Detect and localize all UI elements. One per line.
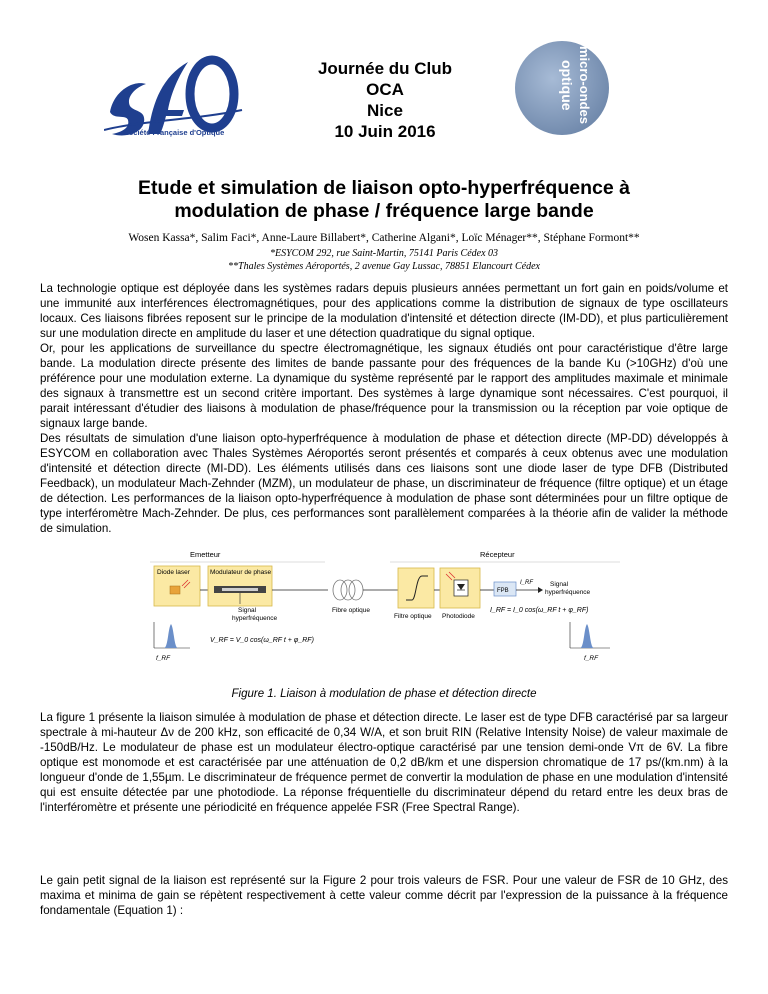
receiver-label: Récepteur [480, 550, 515, 559]
affiliation-2: **Thales Systèmes Aéroportés, 2 avenue Gay Lussac, 78851 Elancourt Cédex [228, 261, 540, 272]
filter-label: Filtre optique [394, 613, 432, 620]
figure-description: La figure 1 présente la liaison simulée à modulation de phase et détection directe. Le laser est de type DFB caractérisé par sa largeur spectrale à mi-hauteur Δν de 200 kHz, son efficacité de 0,34 W/A, et son bruit RIN (Relative Intensity Noise) de valeur maximale de -150dB/Hz. Le modulateur de phase est un modulateur électro-optique caractérisé par une tension demi-onde Vπ de 6V. La fibre optique est monomode et est caractérisée par une atténuation de 0,2 dB/km et une dispersion chromatique de 17 ps/(km.nm) à la longueur d'onde de 1,55µm. Le discriminateur de fréquence permet de convertir la modulation de phase en une modulation d'intensité qui est ensuite détectée par une photodiode. La réponse fréquentielle du discriminateur dépend du retard entre les deux bras de l'interféromètre et présente une périodicité en fréquence appelée FSR (Free Spectral Range). [40, 711, 728, 814]
irf-label: I_RF [520, 580, 534, 586]
event-line: OCA [366, 80, 404, 99]
photodiode-label: Photodiode [442, 613, 475, 620]
event-line: Journée du Club [317, 59, 453, 78]
rf-spectrum-right [580, 624, 594, 648]
paragraph: Des résultats de simulation d'une liaison opto-hyperfréquence à modulation de phase et détection directe (MP-DD) développés à ESYCOM en collaboration avec Thales Systèmes Aéroportés seront présentés et comparés à ceux obtenus avec une modulation d'intensité et détection directe (MI-DD). Les éléments utilisés dans ces liaisons sont une diode laser de type DFB (Distributed Feedback), un modulateur Mach-Zehnder (MZM), un modulateur de phase, un discriminateur de fréquence (filtre optique) et un étage de détection. Les performances de la liaison opto-hyperfréquence à modulation de phase sont déterminées pour un filtre optique de type interféromètre Mach-Zehnder. De plus, ces performances sont parallèlement comparées à la théorie afin de valider la méthode de simulation. [40, 432, 728, 535]
current-equation: I_RF = I_0 cos(ω_RF t + φ_RF) [490, 607, 589, 614]
out-signal-label: hyperfréquence [545, 589, 591, 596]
svg-text:optique: optique [559, 60, 575, 111]
frf-left-label: f_RF [156, 655, 171, 662]
svg-text:micro-ondes: micro-ondes [577, 46, 592, 125]
emitter-label: Emetteur [190, 550, 221, 559]
gain-paragraph: Le gain petit signal de la liaison est représenté sur la Figure 2 pour trois valeurs de FSR. Pour une valeur de FSR de 10 GHz, des maxima et minima de gain se répètent respectivement à cette valeur comme décrit par l'expression de la puissance à la fréquence fondamentale (Equation 1) : [40, 874, 728, 917]
event-line: 10 Juin 2016 [334, 122, 436, 141]
paragraph: Or, pour les applications de surveillance du spectre électromagnétique, les signaux étudiés ont pour caractéristique d'être large bande. La modulation directe présente des limites de bande passante pour des fréquences de la bande Ku (>10GHz) d'où une préférence pour une modulation externe. La dynamique du système représenté par le rapport des amplitudes maximale et minimale des signaux à transmettre est un second critère important. Des systèmes à large dynamique sont nécessaires. C'est pourquoi, il parait intéressant d'étudier des liaisons à modulation de phase/fréquence pour la transmission ou la réception par voie optique de signaux large bande. [40, 342, 728, 430]
sfo-logo-caption: Société Française d'Optique [123, 128, 225, 137]
rf-spectrum-left [164, 624, 178, 648]
svg-text:sfo: sfo [174, 64, 176, 65]
affiliation-1: *ESYCOM 292, rue Saint-Martin, 75141 Paris Cédex 03 [269, 248, 499, 259]
voltage-equation: V_RF = V_0 cos(ω_RF t + φ_RF) [210, 637, 314, 644]
title-line: Etude et simulation de liaison opto-hyperfréquence à [138, 177, 630, 199]
laser-icon [170, 586, 180, 594]
fiber-coil [333, 580, 347, 600]
laser-label: Diode laser [157, 569, 190, 576]
paper-title [40, 177, 728, 223]
out-signal-label: Signal [550, 581, 569, 588]
rf-signal-label: hyperfréquence [232, 615, 278, 622]
rf-signal-label: Signal [238, 607, 257, 614]
frf-right-label: f_RF [584, 655, 599, 662]
authors: Wosen Kassa*, Salim Faci*, Anne-Laure Billabert*, Catherine Algani*, Loïc Ménager**, Stéphane Formont** [128, 232, 640, 244]
intro-text [40, 281, 728, 536]
phase-mod-label: Modulateur de phase [210, 569, 272, 576]
event-info [260, 58, 510, 142]
title-line: modulation de phase / fréquence large bande [174, 200, 594, 222]
figure-1-diagram [150, 548, 620, 683]
fpb-label: FPB [497, 588, 509, 594]
fiber-label: Fibre optique [332, 607, 370, 614]
figure-caption: Figure 1. Liaison à modulation de phase et détection directe [231, 688, 537, 700]
paragraph: La technologie optique est déployée dans les systèmes radars depuis plusieurs années permettant un fort gain en poids/volume et une immunité aux interférences électromagnétiques, pour des applications comme la distribution de signaux de type oscillateurs locaux. Ces liaisons fibrées reposent sur le principe de la modulation d'intensité et détection directe (IM-DD), et plus particulièrement sur une modulation directe en amplitude du laser et une détection quadratique du signal optique. [40, 282, 728, 340]
event-line: Nice [367, 101, 403, 120]
micro-ondes-optique-logo [514, 40, 610, 136]
